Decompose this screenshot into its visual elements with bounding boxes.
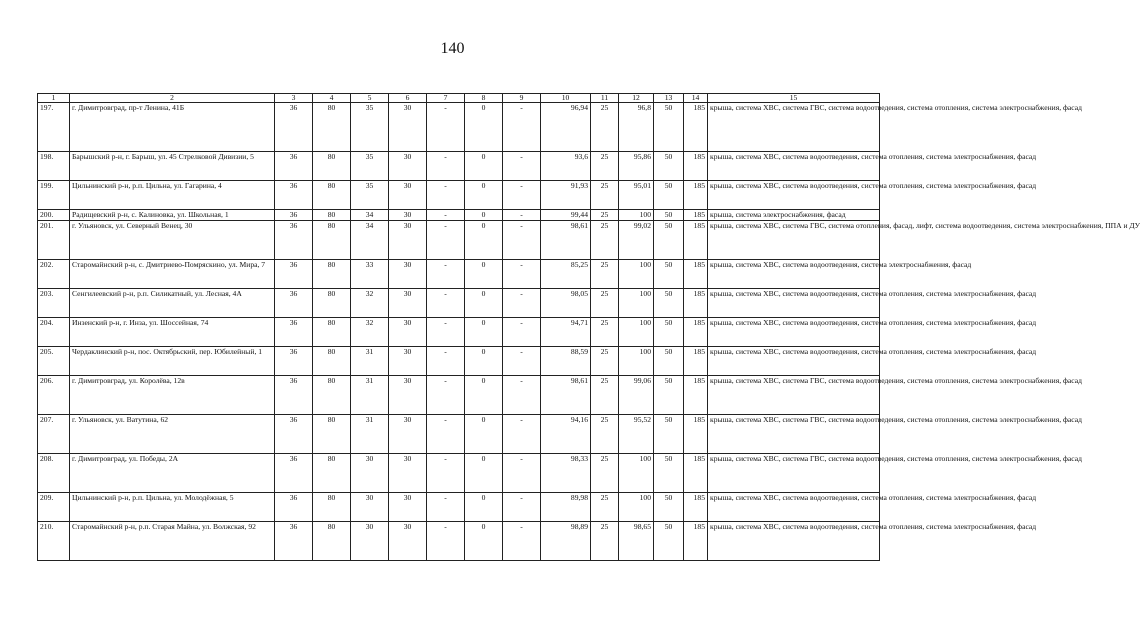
cell-col-3: 36 — [275, 221, 313, 260]
cell-col-8: 0 — [465, 347, 503, 376]
cell-col-12: 100 — [619, 289, 654, 318]
cell-col-8: 0 — [465, 289, 503, 318]
cell-col-10: 94,71 — [541, 318, 591, 347]
cell-col-15: крыша, система ХВС, система ГВС, система водоотведения, система отопления, система электроснабжения, фасад — [708, 454, 880, 493]
cell-col-9: - — [503, 103, 541, 152]
cell-col-8: 0 — [465, 318, 503, 347]
table-row — [38, 318, 880, 347]
cell-col-2: г. Димитровград, ул. Победы, 2А — [70, 454, 275, 493]
cell-col-10: 85,25 — [541, 260, 591, 289]
cell-col-10: 88,59 — [541, 347, 591, 376]
cell-col-6: 30 — [389, 522, 427, 561]
cell-col-13: 50 — [654, 221, 684, 260]
cell-col-4: 80 — [313, 210, 351, 221]
cell-col-11: 25 — [591, 289, 619, 318]
cell-col-3: 36 — [275, 522, 313, 561]
cell-col-13: 50 — [654, 318, 684, 347]
column-header: 4 — [313, 94, 351, 103]
cell-col-3: 36 — [275, 376, 313, 415]
cell-col-15: крыша, система ХВС, система водоотведения, система отопления, система электроснабжения, фасад — [708, 522, 880, 561]
cell-col-14: 185 — [684, 493, 708, 522]
cell-col-4: 80 — [313, 318, 351, 347]
cell-col-3: 36 — [275, 454, 313, 493]
cell-col-3: 36 — [275, 289, 313, 318]
cell-col-3: 36 — [275, 260, 313, 289]
cell-col-6: 30 — [389, 260, 427, 289]
cell-col-1: 204. — [38, 318, 70, 347]
cell-col-11: 25 — [591, 210, 619, 221]
cell-col-11: 25 — [591, 454, 619, 493]
cell-col-15: крыша, система ХВС, система ГВС, система отопления, фасад, лифт, система водоотведения, система электроснабжения, ППА и ДУ — [708, 221, 880, 260]
cell-col-13: 50 — [654, 289, 684, 318]
column-header: 6 — [389, 94, 427, 103]
cell-col-10: 91,93 — [541, 181, 591, 210]
cell-col-6: 30 — [389, 347, 427, 376]
cell-col-14: 185 — [684, 454, 708, 493]
cell-col-15: крыша, система ХВС, система ГВС, система водоотведения, система отопления, система электроснабжения, фасад — [708, 415, 880, 454]
cell-col-1: 197. — [38, 103, 70, 152]
cell-col-7: - — [427, 376, 465, 415]
cell-col-4: 80 — [313, 522, 351, 561]
cell-col-11: 25 — [591, 103, 619, 152]
cell-col-15: крыша, система ХВС, система водоотведения, система отопления, система электроснабжения, фасад — [708, 318, 880, 347]
cell-col-4: 80 — [313, 152, 351, 181]
data-table — [37, 93, 1140, 561]
cell-col-5: 35 — [351, 152, 389, 181]
column-header: 9 — [503, 94, 541, 103]
column-header: 11 — [591, 94, 619, 103]
cell-col-13: 50 — [654, 376, 684, 415]
cell-col-12: 100 — [619, 318, 654, 347]
cell-col-9: - — [503, 493, 541, 522]
cell-col-6: 30 — [389, 210, 427, 221]
cell-col-1: 203. — [38, 289, 70, 318]
cell-col-11: 25 — [591, 181, 619, 210]
cell-col-4: 80 — [313, 103, 351, 152]
cell-col-5: 34 — [351, 210, 389, 221]
cell-col-13: 50 — [654, 347, 684, 376]
cell-col-3: 36 — [275, 318, 313, 347]
cell-col-9: - — [503, 221, 541, 260]
table-row — [38, 376, 880, 415]
cell-col-6: 30 — [389, 221, 427, 260]
cell-col-6: 30 — [389, 103, 427, 152]
cell-col-14: 185 — [684, 289, 708, 318]
cell-col-13: 50 — [654, 260, 684, 289]
column-header: 14 — [684, 94, 708, 103]
cell-col-7: - — [427, 493, 465, 522]
table-row — [38, 221, 880, 260]
cell-col-4: 80 — [313, 260, 351, 289]
cell-col-8: 0 — [465, 260, 503, 289]
cell-col-15: крыша, система ХВС, система водоотведения, система отопления, система электроснабжения, фасад — [708, 181, 880, 210]
column-header: 13 — [654, 94, 684, 103]
cell-col-1: 209. — [38, 493, 70, 522]
cell-col-12: 100 — [619, 493, 654, 522]
cell-col-7: - — [427, 415, 465, 454]
cell-col-3: 36 — [275, 103, 313, 152]
cell-col-14: 185 — [684, 221, 708, 260]
cell-col-15: крыша, система ХВС, система водоотведения, система электроснабжения, фасад — [708, 260, 880, 289]
cell-col-2: Старомайнский р-н, р.п. Старая Майна, ул. Волжская, 92 — [70, 522, 275, 561]
cell-col-8: 0 — [465, 181, 503, 210]
table-header-row — [38, 94, 880, 103]
table-row — [38, 454, 880, 493]
cell-col-13: 50 — [654, 152, 684, 181]
column-header: 15 — [708, 94, 880, 103]
cell-col-2: Инзенский р-н, г. Инза, ул. Шоссейная, 74 — [70, 318, 275, 347]
cell-col-12: 95,52 — [619, 415, 654, 454]
cell-col-15: крыша, система ХВС, система водоотведения, система отопления, система электроснабжения, фасад — [708, 289, 880, 318]
cell-col-8: 0 — [465, 493, 503, 522]
cell-col-12: 95,01 — [619, 181, 654, 210]
cell-col-11: 25 — [591, 493, 619, 522]
cell-col-10: 98,61 — [541, 221, 591, 260]
table-row — [38, 347, 880, 376]
column-header: 1 — [38, 94, 70, 103]
cell-col-13: 50 — [654, 493, 684, 522]
cell-col-8: 0 — [465, 152, 503, 181]
cell-col-8: 0 — [465, 522, 503, 561]
cell-col-13: 50 — [654, 454, 684, 493]
cell-col-8: 0 — [465, 103, 503, 152]
cell-col-11: 25 — [591, 347, 619, 376]
cell-col-11: 25 — [591, 221, 619, 260]
cell-col-11: 25 — [591, 376, 619, 415]
cell-col-9: - — [503, 210, 541, 221]
cell-col-4: 80 — [313, 493, 351, 522]
cell-col-13: 50 — [654, 103, 684, 152]
cell-col-1: 206. — [38, 376, 70, 415]
cell-col-12: 99,06 — [619, 376, 654, 415]
table-row — [38, 260, 880, 289]
cell-col-6: 30 — [389, 493, 427, 522]
cell-col-11: 25 — [591, 415, 619, 454]
cell-col-6: 30 — [389, 181, 427, 210]
table-row — [38, 152, 880, 181]
cell-col-8: 0 — [465, 454, 503, 493]
cell-col-4: 80 — [313, 347, 351, 376]
cell-col-2: Цильнинский р-н, р.п. Цильна, ул. Гагарина, 4 — [70, 181, 275, 210]
cell-col-3: 36 — [275, 152, 313, 181]
cell-col-12: 100 — [619, 260, 654, 289]
cell-col-1: 207. — [38, 415, 70, 454]
cell-col-15: крыша, система ХВС, система ГВС, система водоотведения, система отопления, система электроснабжения, фасад — [708, 376, 880, 415]
cell-col-12: 99,02 — [619, 221, 654, 260]
cell-col-5: 32 — [351, 318, 389, 347]
cell-col-7: - — [427, 289, 465, 318]
cell-col-9: - — [503, 152, 541, 181]
cell-col-5: 34 — [351, 221, 389, 260]
cell-col-14: 185 — [684, 376, 708, 415]
cell-col-14: 185 — [684, 103, 708, 152]
cell-col-9: - — [503, 522, 541, 561]
cell-col-8: 0 — [465, 376, 503, 415]
cell-col-14: 185 — [684, 260, 708, 289]
cell-col-15: крыша, система ХВС, система водоотведения, система отопления, система электроснабжения, фасад — [708, 493, 880, 522]
cell-col-4: 80 — [313, 415, 351, 454]
cell-col-2: г. Димитровград, пр-т Ленина, 41Б — [70, 103, 275, 152]
cell-col-13: 50 — [654, 210, 684, 221]
cell-col-10: 98,61 — [541, 376, 591, 415]
column-header: 12 — [619, 94, 654, 103]
column-header: 3 — [275, 94, 313, 103]
cell-col-2: Сенгилеевский р-н, р.п. Силикатный, ул. Лесная, 4А — [70, 289, 275, 318]
cell-col-14: 185 — [684, 152, 708, 181]
cell-col-14: 185 — [684, 210, 708, 221]
cell-col-7: - — [427, 210, 465, 221]
cell-col-6: 30 — [389, 289, 427, 318]
cell-col-10: 93,6 — [541, 152, 591, 181]
table-row — [38, 181, 880, 210]
cell-col-3: 36 — [275, 415, 313, 454]
column-header: 8 — [465, 94, 503, 103]
cell-col-13: 50 — [654, 415, 684, 454]
cell-col-14: 185 — [684, 347, 708, 376]
table-row — [38, 493, 880, 522]
cell-col-10: 98,89 — [541, 522, 591, 561]
cell-col-9: - — [503, 260, 541, 289]
cell-col-15: крыша, система ХВС, система водоотведения, система отопления, система электроснабжения, фасад — [708, 152, 880, 181]
cell-col-5: 30 — [351, 454, 389, 493]
cell-col-10: 89,98 — [541, 493, 591, 522]
cell-col-2: Барышский р-н, г. Барыш, ул. 45 Стрелковой Дивизии, 5 — [70, 152, 275, 181]
cell-col-3: 36 — [275, 347, 313, 376]
cell-col-5: 35 — [351, 103, 389, 152]
table-row — [38, 522, 880, 561]
table-row — [38, 103, 880, 152]
cell-col-9: - — [503, 347, 541, 376]
cell-col-5: 30 — [351, 522, 389, 561]
cell-col-7: - — [427, 152, 465, 181]
cell-col-6: 30 — [389, 152, 427, 181]
cell-col-9: - — [503, 181, 541, 210]
cell-col-12: 100 — [619, 454, 654, 493]
cell-col-7: - — [427, 318, 465, 347]
cell-col-1: 198. — [38, 152, 70, 181]
cell-col-7: - — [427, 181, 465, 210]
cell-col-12: 98,65 — [619, 522, 654, 561]
cell-col-9: - — [503, 318, 541, 347]
cell-col-12: 100 — [619, 210, 654, 221]
cell-col-11: 25 — [591, 152, 619, 181]
cell-col-2: Цильнинский р-н, р.п. Цильна, ул. Молодёжная, 5 — [70, 493, 275, 522]
cell-col-7: - — [427, 221, 465, 260]
column-header: 2 — [70, 94, 275, 103]
column-header: 7 — [427, 94, 465, 103]
cell-col-4: 80 — [313, 221, 351, 260]
cell-col-1: 205. — [38, 347, 70, 376]
cell-col-4: 80 — [313, 289, 351, 318]
cell-col-8: 0 — [465, 415, 503, 454]
cell-col-5: 31 — [351, 347, 389, 376]
page-number: 140 — [440, 40, 465, 57]
cell-col-11: 25 — [591, 318, 619, 347]
cell-col-7: - — [427, 103, 465, 152]
cell-col-13: 50 — [654, 522, 684, 561]
cell-col-5: 35 — [351, 181, 389, 210]
cell-col-7: - — [427, 522, 465, 561]
cell-col-8: 0 — [465, 210, 503, 221]
cell-col-2: г. Ульяновск, ул. Ватутина, 62 — [70, 415, 275, 454]
cell-col-10: 94,16 — [541, 415, 591, 454]
cell-col-6: 30 — [389, 415, 427, 454]
cell-col-9: - — [503, 289, 541, 318]
cell-col-12: 96,8 — [619, 103, 654, 152]
cell-col-12: 95,86 — [619, 152, 654, 181]
cell-col-2: Чердаклинский р-н, пос. Октябрьский, пер. Юбилейный, 1 — [70, 347, 275, 376]
cell-col-1: 201. — [38, 221, 70, 260]
table-row — [38, 415, 880, 454]
cell-col-2: г. Ульяновск, ул. Северный Венец, 30 — [70, 221, 275, 260]
cell-col-1: 210. — [38, 522, 70, 561]
cell-col-5: 30 — [351, 493, 389, 522]
table-body — [38, 93, 1140, 561]
cell-col-3: 36 — [275, 493, 313, 522]
cell-col-1: 200. — [38, 210, 70, 221]
cell-col-4: 80 — [313, 376, 351, 415]
cell-col-9: - — [503, 376, 541, 415]
cell-col-10: 98,33 — [541, 454, 591, 493]
cell-col-5: 31 — [351, 415, 389, 454]
cell-col-4: 80 — [313, 181, 351, 210]
cell-col-14: 185 — [684, 522, 708, 561]
cell-col-13: 50 — [654, 181, 684, 210]
cell-col-6: 30 — [389, 318, 427, 347]
cell-col-4: 80 — [313, 454, 351, 493]
column-header: 5 — [351, 94, 389, 103]
table-row — [38, 289, 880, 318]
cell-col-8: 0 — [465, 221, 503, 260]
cell-col-9: - — [503, 415, 541, 454]
cell-col-5: 32 — [351, 289, 389, 318]
cell-col-7: - — [427, 347, 465, 376]
cell-col-1: 202. — [38, 260, 70, 289]
table-row — [38, 210, 880, 221]
cell-col-7: - — [427, 454, 465, 493]
cell-col-2: Радищевский р-н, с. Калиновка, ул. Школьная, 1 — [70, 210, 275, 221]
cell-col-2: г. Димитровград, ул. Королёва, 12в — [70, 376, 275, 415]
cell-col-12: 100 — [619, 347, 654, 376]
cell-col-15: крыша, система ХВС, система водоотведения, система отопления, система электроснабжения, фасад — [708, 347, 880, 376]
cell-col-11: 25 — [591, 260, 619, 289]
cell-col-2: Старомайнский р-н, с. Дмитриево-Помряскино, ул. Мира, 7 — [70, 260, 275, 289]
cell-col-5: 33 — [351, 260, 389, 289]
cell-col-14: 185 — [684, 318, 708, 347]
cell-col-7: - — [427, 260, 465, 289]
cell-col-15: крыша, система электроснабжения, фасад — [708, 210, 880, 221]
cell-col-6: 30 — [389, 454, 427, 493]
cell-col-1: 199. — [38, 181, 70, 210]
cell-col-5: 31 — [351, 376, 389, 415]
cell-col-10: 96,94 — [541, 103, 591, 152]
cell-col-14: 185 — [684, 415, 708, 454]
cell-col-15: крыша, система ХВС, система ГВС, система водоотведения, система отопления, система электроснабжения, фасад — [708, 103, 880, 152]
cell-col-6: 30 — [389, 376, 427, 415]
cell-col-3: 36 — [275, 181, 313, 210]
cell-col-9: - — [503, 454, 541, 493]
cell-col-10: 99,44 — [541, 210, 591, 221]
cell-col-11: 25 — [591, 522, 619, 561]
cell-col-3: 36 — [275, 210, 313, 221]
cell-col-1: 208. — [38, 454, 70, 493]
cell-col-10: 98,05 — [541, 289, 591, 318]
column-header: 10 — [541, 94, 591, 103]
cell-col-14: 185 — [684, 181, 708, 210]
